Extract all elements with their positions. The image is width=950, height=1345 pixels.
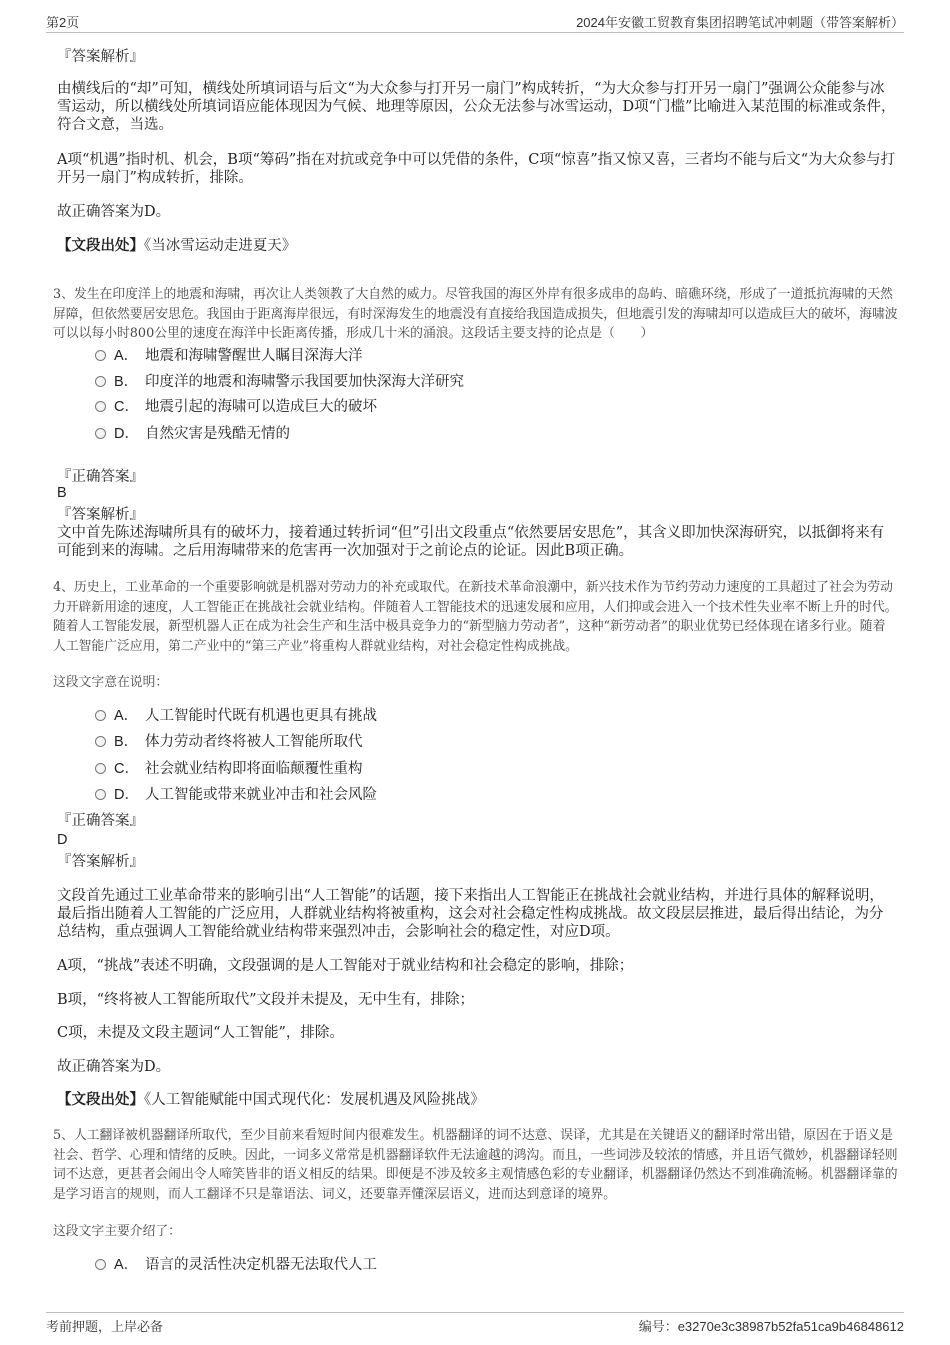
radio-icon[interactable] xyxy=(95,763,106,774)
q3-analysis: 文中首先陈述海啸所具有的破坏力，接着通过转折词“但”引出文段重点“依然要居安思危”，其含义即加快深海研究，以抵御将来有可能到来的海啸。之后用海啸带来的危害再一次加强对于之前论点的论证。因此B项正确。 xyxy=(57,525,885,559)
footer-slogan: 考前押题，上岸必备 xyxy=(46,1319,164,1334)
q4-analysis-label: 『答案解析』 xyxy=(57,854,144,870)
q4-analysis-a: A项，“挑战”表述不明确，文段强调的是人工智能对于就业结构和社会稳定的影响，排除； xyxy=(57,958,634,974)
page-header xyxy=(46,12,904,33)
q4-conclusion: 故正确答案为D。 xyxy=(57,1059,171,1075)
q3-option-a[interactable]: A． 地震和海啸警醒世人瞩目深海大洋 xyxy=(95,346,363,366)
q4-correct-answer: D xyxy=(57,832,68,848)
q3-correct-label: 『正确答案』 xyxy=(57,469,144,485)
q4-source-label: 【文段出处】 xyxy=(57,1091,144,1108)
q5-prompt: 这段文字主要介绍了： xyxy=(53,1224,181,1239)
q3-option-b[interactable]: B． 印度洋的地震和海啸警示我国要加快深海大洋研究 xyxy=(95,372,464,392)
q3-stem: 3、发生在印度洋上的地震和海啸，再次让人类领教了大自然的威力。尽管我国的海区外岸有很多成串的岛屿、暗礁环绕，形成了一道抵抗海啸的天然屏障，但依然要居安思危。我国由于距离海岸很远，有时深海发生的地震没有直接给我国造成损失，但地震引发的海啸却可以造成巨大的破坏，海啸波可以以每小时800公里的速度在海洋中长距离传播，形成几十米的涌浪。这段话主要支持的论点是（ ） xyxy=(53,287,898,341)
document-id: 编号：e3270e3c38987b52fa51ca9b46848612 xyxy=(638,1319,904,1334)
radio-icon[interactable] xyxy=(95,789,106,800)
radio-icon[interactable] xyxy=(95,428,106,439)
page-footer xyxy=(46,1312,904,1335)
q5-stem: 5、人工翻译被机器翻译所取代，至少目前来看短时间内很难发生。机器翻译的词不达意、误译，尤其是在关键语义的翻译时常出错，原因在于语义是社会、哲学、心理和情绪的反映。因此，一词多义常常是机器翻译软件无法逾越的鸿沟。而且，一些词涉及较浓的情感，并且语气微妙，机器翻译轻则词不达意，更甚者会闹出令人啼笑皆非的语义相反的结果。即便是不涉及较多主观情感色彩的专业翻译，机器翻译仍然达不到准确流畅。机器翻译靠的是学习语言的规则，而人工翻译不只是靠语法、词义，还要靠弄懂深层语义，进而达到意译的境界。 xyxy=(53,1128,898,1202)
q4-stem: 4、历史上，工业革命的一个重要影响就是机器对劳动力的补充或取代。在新技术革命浪潮中，新兴技术作为节约劳动力速度的工具超过了社会为劳动力开辟新用途的速度，人工智能正在挑战社会就业结构。伴随着人工智能技术的迅速发展和应用，人们抑或会进入一个技术性失业率不断上升的时代。随着人工智能发展，新型机器人正在成为社会生产和生活中极具竞争力的“新型脑力劳动者”，这种“新劳动者”的职业优势已经体现在诸多行业。随着人工智能广泛应用，第二产业中的“第三产业”将重构人群就业结构，对社会稳定性构成挑战。 xyxy=(53,580,898,654)
q3-correct-answer: B xyxy=(57,485,67,501)
radio-icon[interactable] xyxy=(95,1259,106,1270)
q4-analysis-b: B项，“终将被人工智能所取代”文段并未提及，无中生有，排除； xyxy=(57,992,474,1008)
q4-source xyxy=(57,1091,897,1109)
q4-analysis-paragraph: 文段首先通过工业革命带来的影响引出“人工智能”的话题，接下来指出人工智能正在挑战社会就业结构，并进行具体的解释说明，最后指出随着人工智能的广泛应用，人群就业结构将被重构，这会对社会稳定性构成挑战。故文段层层推进，最后得出结论，为分总结构，重点强调人工智能给就业结构带来强烈冲击，会影响社会的稳定性，对应D项。 xyxy=(57,888,884,940)
radio-icon[interactable] xyxy=(95,350,106,361)
document-title: 2024年安徽工贸教育集团招聘笔试冲刺题（带答案解析） xyxy=(576,15,904,30)
q4-correct-label: 『正确答案』 xyxy=(57,813,144,829)
radio-icon[interactable] xyxy=(95,376,106,387)
q2-source xyxy=(57,237,897,255)
q4-source-title: 《人工智能赋能中国式现代化：发展机遇及风险挑战》 xyxy=(144,1092,485,1108)
q2-source-title: 《当冰雪运动走进夏天》 xyxy=(144,238,297,254)
q4-option-d[interactable]: D． 人工智能或带来就业冲击和社会风险 xyxy=(95,785,377,805)
q2-source-label: 【文段出处】 xyxy=(57,237,144,254)
q3-option-d[interactable]: D． 自然灾害是残酷无情的 xyxy=(95,424,290,444)
q4-prompt: 这段文字意在说明： xyxy=(53,675,169,690)
q2-analysis-label: 『答案解析』 xyxy=(57,49,144,65)
q4-option-b[interactable]: B． 体力劳动者终将被人工智能所取代 xyxy=(95,732,363,752)
q2-conclusion: 故正确答案为D。 xyxy=(57,204,171,220)
q5-option-a[interactable]: A． 语言的灵活性决定机器无法取代人工 xyxy=(95,1255,377,1275)
radio-icon[interactable] xyxy=(95,710,106,721)
q4-option-c[interactable]: C． 社会就业结构即将面临颠覆性重构 xyxy=(95,759,363,779)
radio-icon[interactable] xyxy=(95,736,106,747)
q2-analysis-options: A项“机遇”指时机、机会，B项“筹码”指在对抗或竞争中可以凭借的条件，C项“惊喜”指又惊又喜，三者均不能与后文“为大众参与打开另一扇门”构成转折，排除。 xyxy=(57,152,896,186)
q2-analysis-paragraph: 由横线后的“却”可知，横线处所填词语与后文“为大众参与打开另一扇门”构成转折，“为大众参与打开另一扇门”强调公众能参与冰雪运动，所以横线处所填词语应能体现因为气候、地理等原因，公众无法参与冰雪运动，D项“门槛”比喻进入某范围的标准或条件，符合文意，当选。 xyxy=(57,81,896,133)
page-number: 第2页 xyxy=(46,15,80,30)
q4-option-a[interactable]: A． 人工智能时代既有机遇也更具有挑战 xyxy=(95,706,377,726)
q3-option-c[interactable]: C． 地震引起的海啸可以造成巨大的破坏 xyxy=(95,397,377,417)
radio-icon[interactable] xyxy=(95,401,106,412)
q3-analysis-label: 『答案解析』 xyxy=(57,507,144,523)
q4-analysis-c: C项，未提及文段主题词“人工智能”，排除。 xyxy=(57,1025,344,1041)
